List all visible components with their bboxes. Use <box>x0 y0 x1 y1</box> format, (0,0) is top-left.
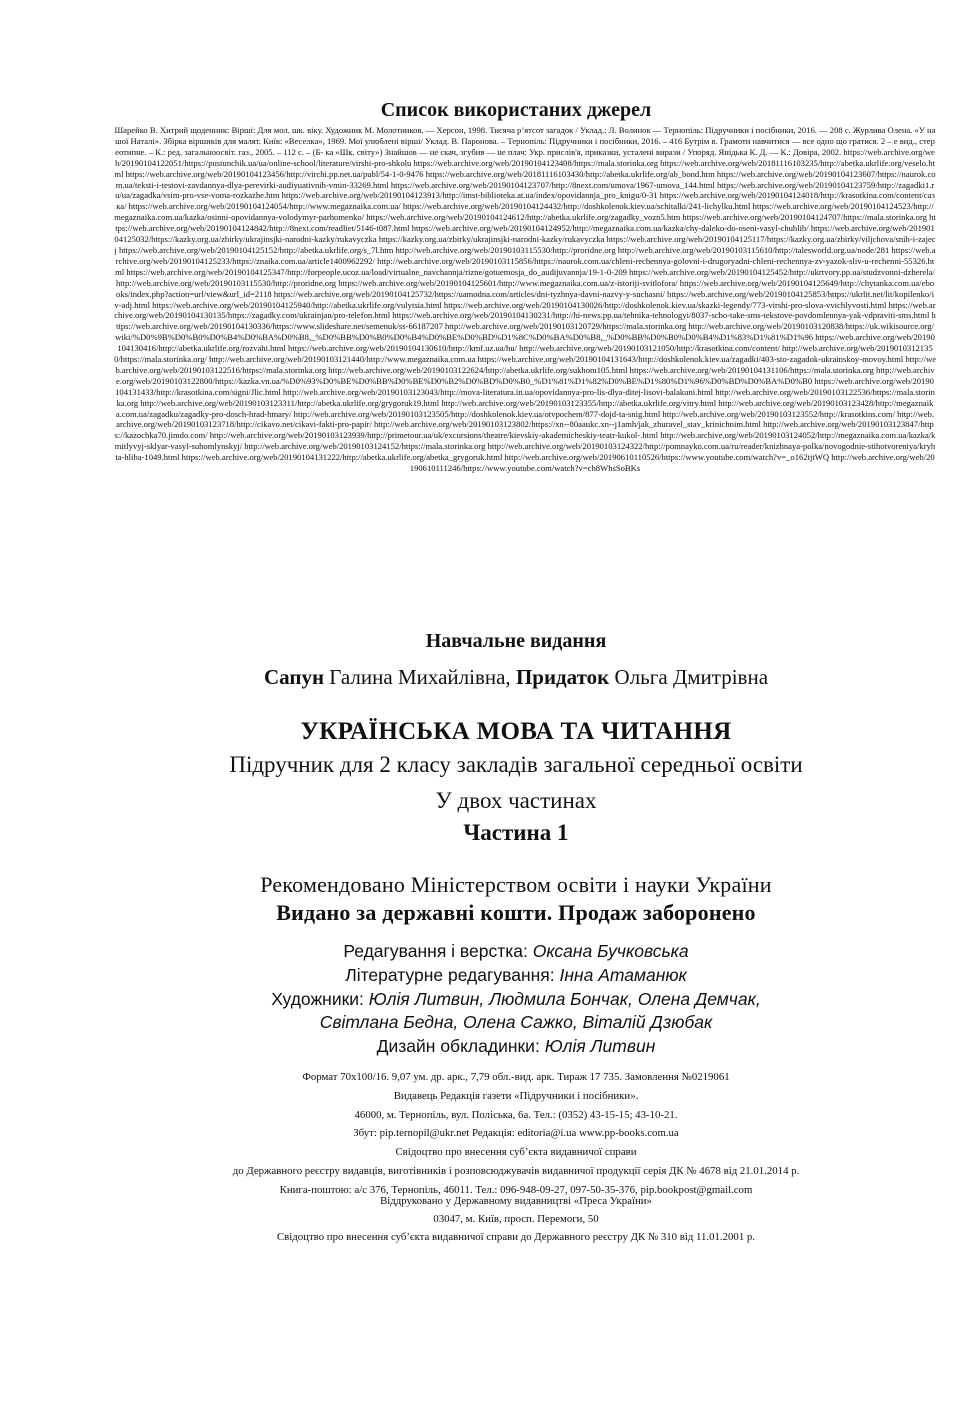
book-title: УКРАЇНСЬКА МОВА ТА ЧИТАННЯ <box>300 718 732 745</box>
credits <box>0 940 980 1059</box>
book-subtitle: Підручник для 2 класу закладів загальної середньої освіти <box>229 752 803 777</box>
printer-line: Віддруковано у Державному видавництві «Преса України» <box>380 1195 652 1207</box>
printer-line: 03047, м. Київ, просп. Перемоги, 50 <box>433 1213 599 1226</box>
credit-cover <box>0 1035 980 1059</box>
credit-literary <box>0 964 980 988</box>
credit-editing <box>0 940 980 964</box>
imprint-line: до Державного реєстру видавців, виготівників і розповсюджувачів видавничої продукції серія ДК № 4678 від 21.01.2014 р. <box>232 1164 800 1177</box>
author2-name: Ольга Дмитрівна <box>609 665 769 689</box>
printer-block <box>0 1192 980 1247</box>
book-part: Частина 1 <box>463 820 569 845</box>
credit-artists-names-cont: Світлана Бедна, Олена Сажко, Віталій Дзюбак <box>319 1012 713 1033</box>
credit-artists-cont <box>0 1011 980 1035</box>
printer-line: Свідоцтво про внесення суб’єкта видавничої справи до Державного реєстру ДК № 310 від 11.01.2001 р. <box>276 1231 756 1244</box>
authors-line <box>0 665 980 690</box>
credit-literary-name: Інна Атаманюк <box>559 964 687 985</box>
edition-label: Навчальне видання <box>425 630 607 652</box>
imprint-block <box>0 1068 980 1200</box>
credit-artists-names: Юлія Литвин, Людмила Бончак, Олена Демчак, <box>368 988 761 1009</box>
credit-artists-label: Художники: <box>271 988 369 1009</box>
bibliography-title: Список використаних джерел <box>380 99 652 121</box>
bibliography-text: Шарейко В. Хитрий щоденник: Вірші: Для мол. шк. віку. Художник М. Молотников. — Херсон, 1998. Тисяча р’ятсот загадок / Уклад.: Л. Волинок — Тернопіль: Підручники і посібники, 2016. — 208 с. Журлива Олена. «У нашої Наталі». Збірка віршиків для малят. Київ: «Веселка», 1969. Мої улюблені вірші/ Уклад. В. Паронова. – Тернопіль: Підручники і посібники, 2016. – 416 Бутрім в. Грамоти навчитися — все одно що гратися. 2 – е вид., стереотипне. – К.: ред. загальноосвіт. газ., 2005. – 112 с. – (Б- ка «Шк. світу») Знайшов — не скач, згубив — не плач: Укр. прислів'я, приказки, усталені вирази / Упоряд. Янідька К. Д. — К.: Довіра, 2002. https://web.archive.org/web/20190104122051/https://pustunchik.ua/ua/online-school/literature/virshi-pro-shkolu https://web.archive.org/web/20190104123408/https://mala.storinka.org https://web.archive.org/web/20181116103235/http://abetka.ukrlife.org/veselo.html https://web.archive.org/web/20190104123456/http://virchi.pp.net.ua/publ/54-1-0-9476 https://web.archive.org/web/20181116103430/http://abetka.ukrlife.org/ab_bond.htm https://web.archive.org/web/20190104123607/https://naurok.com.ua/teksti-i-testovi-zavdannya-dlya-perevirki-audiyuativnih-vmin-33269.html https://web.archive.org/web/20190104123707/http://8next.com/umova/1967-umova_144.html https://web.archive.org/web/20190104123759/http://zagadki1.ru/ua/zagadka/vsim-pro-vse-voma-rozkazhe.htm https://web.archive.org/web/20190104123913/http://imst-biblioteka.at.ua/index/opovidannja_pro_knigu/0-31 https://web.archive.org/web/20190104124018/http://krasotkina.com/content/caзка/ https://web.archive.org/web/20190104124054/http://www.megaznaika.com.ua/ https://web.archive.org/web/20190104124432/http://doshkolenok.kiev.ua/schitalki/241-lichylku.html https://web.archive.org/web/20190104124523/http://megaznaika.com.ua/kazka/osinni-opovidannya-volodymyr-parhomenko/ https://web.archive.org/web/20190104124612/http://abetka.ukrlife.org/zagadky_vozn5.htm https://web.archive.org/web/20190104124707/https://mala.storinka.org https://web.archive.org/web/20190104124842/http://8next.com/readliet/5146-t087.html https://web.archive.org/web/20190104124952/http://megaznaika.com.ua/kazka/chy-daleko-do-oseni-vasyl-chuhlib/ https://web.archive.org/web/20190104125032/https://kazky.org.ua/zbirky/ukrajinsjki-narodni-kazky/rukavyczka https://kazky.org.ua/zbirky/ukrajinsjki-narodni-kazky/rukavyczka https://web.archive.org/web/20190104125117/https://kazky.org.ua/zbirky/viljchova/snih-i-zajecj https://web.archive.org/web/20190104125152/http://abetka.ukrlife.org/s_7l.htm http://web.archive.org/web/20190103115530/http://proridne.org http://web.archive.org/web/20190103115610/http://talesworld.org.ua/node/281 https://web.archive.org/web/20190104125233/https://znaika.com.ua/article1400962292/ http://web.archive.org/web/20190103115856/https://naurok.com.ua/chleni-rechennya-golovni-i-drugoryadni-chleni-rechennya-zv-yazok-sliv-u-rechenni-55326.html https://web.archive.org/web/20190104125347/http://forpeople.ucoz.ua/load/virtualne_navchannja/rizne/gotuemosja_do_audijuvannja/19-1-0-209 https://web.archive.org/web/20190104125452/http://ukrtvory.pp.ua/studzvonni-dzherela/ http://web.archive.org/web/20190103115530/http://proridne.org https://web.archive.org/web/20190104125601/http://www.megaznaika.com.ua/z-istorijі-svitlofora/ https://web.archive.org/web/20190104125649/http://chytanka.com.ua/ebooks/index.php?action=url/view&url_id=2118 https://web.archive.org/web/20190104125732/https://uamodna.com/articles/dni-tyzhnya-davni-nazvy-y-suchasni/ https://web.archive.org/web/20190104125853/https://ukrlit.net/lit/kopilenko/iv-adj.html https://web.archive.org/web/20190104125940/http://abetka.ukrlife.org/vulytsia.html https://web.archive.org/web/20190104130026/http://doshkolenok.kiev.ua/skazki-legendy/773-virshi-pro-slova-vvichlyvosti.html https://web.archive.org/web/20190104130135/https://zagadky.com/ukrainjan/pro-telefon.html https://web.archive.org/web/20190104130231/http://hi-news.pp.ua/tehnika-tehnologyi/8037-scho-take-sms-tekstove-povdomlennya-yak-vdpraviti-sms.html https://web.archive.org/web/20190104130336/https://www.slideshare.net/semenuk/ss-66187207 http://web.archive.org/web/20190103120729/https://mala.storinka.org http://web.archive.org/web/20190103120838/https://uk.wikisource.org/wiki/%D0%9B%D0%B0%D0%B4%D0%BA%D0%B8,_%D0%BB%D0%B0%D0%B4%D0%BE%D0%BD%D1%8C%D0%BA%D0%B8,_%D0%BB%D0%B0%D0%B4%D1%83%D1%81%D1%96 https://web.archive.org/web/20190104130416/http://abetka.ukrlife.org/rozvahi.html https://web.archive.org/web/20190104130610/http://kmf.uz.ua/hu/ http://web.archive.org/web/20190103121050/http://krasotkina.com/content/ http://web.archive.org/web/20190103121350/https://mala.storinka.org/ http://web.archive.org/web/20190103121440/http://www.megaznaika.com.ua https://web.archive.org/web/20190104131643/http://doshkolenok.kiev.ua/zagadki/403-sto-zagadok-ukrainskoy-movoy.html http://web.archive.org/web/20190103122516/https://mala.storinka.org http://web.archive.org/web/20190103122624/http://abetka.ukrlife.org/sukhom105.html https://web.archive.org/web/20190104131106/https://mala.storinka.org http://web.archive.org/web/20190103122800/https://kazka.vn.ua/%D0%93%D0%BE%D0%BB%D0%BE%D0%B2%D0%BD%D0%B0_%D1%81%D1%82%D0%BE%D1%80%D1%96%D0%BD%D0%BA%D0%B0 https://web.archive.org/web/20190104131433/http://krasotkina.com/signi/Jlic.html http://web.archive.org/web/20190103123043/http://mova-literatura.in.ua/opovidannya-pro-lis-dlya-ditej-lisovi-balakuni.html http://web.archive.org/web/20190103122536/https://mala.storinka.org http://web.archive.org/web/20190103123311/http://abetka.ukrlife.org/grygoruk19.html http://web.archive.org/web/20190103123355/http://abetka.ukrlife.org/vitry.html http://web.archive.org/web/20190103123428/http://megaznaika.com.ua/zagadku/zagadky-pro-dosch-hrad-hmary/ http://web.archive.org/web/20190103123505/http://doshkolenok.kiev.ua/otvpochem/877-dojd-ta-snig.html http://web.archive.org/web/20190103123552/http://krasotkins.com/ http://web.archive.org/web/20190103123718/http://cikavo.net/cikavi-fakti-pro-papir/ http://web.archive.org/web/20190103123802/https://xn--80aaukc.xn--j1amh/jak_zhuravel_stav_krinichnim.html http://web.archive.org/web/20190103123847/https://kazochka70.jimdo.com/ http://web.archive.org/web/20190103123939/http://primetour.ua/uk/excursions/theatre/kievskiy-akademicheskiy-teatr-kukol-.html http://web.archive.org/web/20190103124052/http://megaznaika.com.ua/kazka/kmitlyvyj-sklyar-vasyl-suhomlynskyj/ http://web.archive.org/web/20190103124152/https://mala.storinka.org http://web.archive.org/web/20190103124322/http://pomnayko.com.ua/ru/reader/knizhnaya-polka/novogodnie-stihotvoreniya/kryhta-hliba-1049.html https://web.archive.org/web/20190104131222/http://abetka.ukrlife.org/abetka_grygoruk.html http://web.archive.org/web/20190610110526/https://www.youtube.com/watch?v=_o162tjtWQ http://web.archive.org/web/20190610111246/https://www.youtube.com/watch?v=ch8WhsSoBKs <box>114 125 936 474</box>
credit-editing-label: Редагування і верстка: <box>343 941 533 961</box>
credit-editing-name: Оксана Бучковська <box>532 941 689 961</box>
free-distribution-notice: Видано за державні кошти. Продаж заборонено <box>276 900 756 925</box>
imprint-line: 46000, м. Тернопіль, вул. Поліська, 6а. Тел.: (0352) 43-15-15; 43-10-21. <box>354 1108 678 1121</box>
credit-artists <box>0 988 980 1012</box>
credit-literary-label: Літературне редагування: <box>345 964 560 985</box>
imprint-line: Видавець Редакція газети «Підручники і посібники». <box>393 1089 639 1102</box>
credit-cover-label: Дизайн обкладинки: <box>376 1036 545 1057</box>
book-parts: У двох частинах <box>435 788 597 813</box>
imprint-line: Формат 70х100/16. 9,07 ум. др. арк., 7,79 обл.-вид. арк. Тираж 17 735. Замовлення №0219061 <box>302 1071 730 1083</box>
credit-cover-name: Юлія Литвин <box>544 1036 656 1057</box>
imprint-line: Книга-поштою: а/с 376, Тернопіль, 46011. Тел.: 096-948-09-27, 097-50-35-376, pip.bookpost@gmail.com <box>279 1183 753 1196</box>
imprint-line: Свідоцтво про внесення суб’єкта видавничої справи <box>395 1146 637 1159</box>
author2-surname: Придаток <box>515 665 610 689</box>
imprint-line: Збут: pip.ternopil@ukr.net Редакція: editoria@i.ua www.pp-books.com.ua <box>353 1127 679 1140</box>
author1-surname: Сапун <box>263 665 325 689</box>
author1-name: Галина Михайлівна, <box>324 665 516 689</box>
recommendation: Рекомендовано Міністерством освіти і науки України <box>260 872 772 897</box>
